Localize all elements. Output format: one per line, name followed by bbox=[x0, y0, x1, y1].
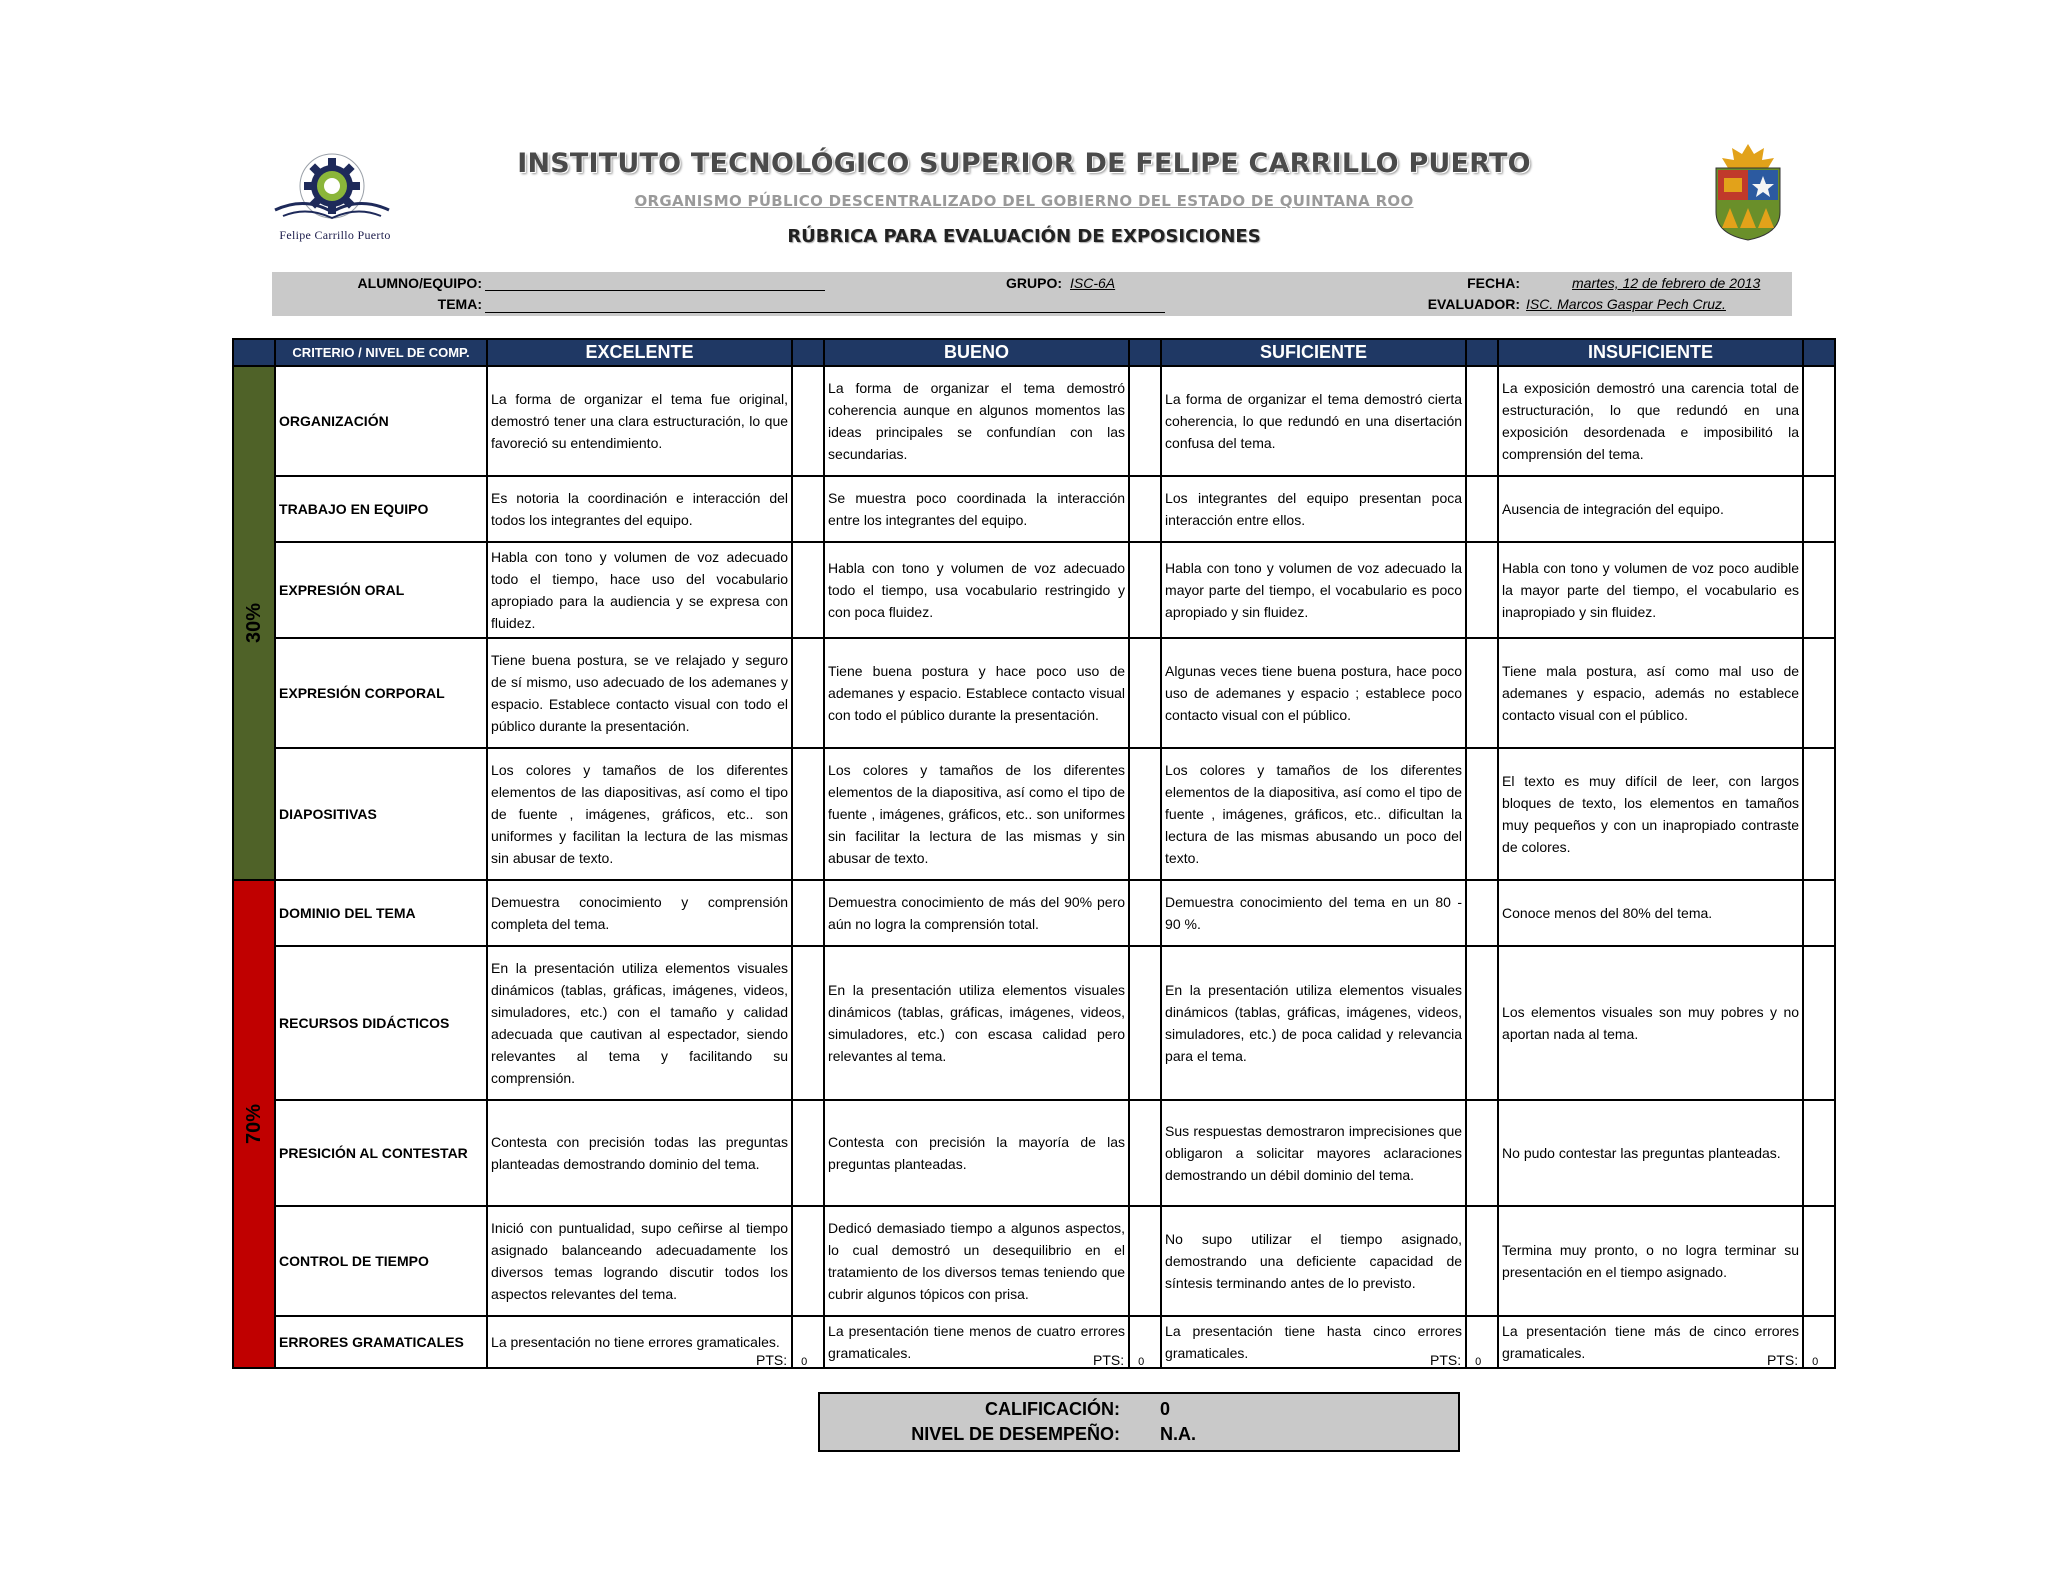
result-box bbox=[818, 1392, 1460, 1452]
calificacion-value: 0 bbox=[1160, 1399, 1171, 1419]
score-cell[interactable] bbox=[1803, 1100, 1835, 1206]
level-cell: Contesta con precisión todas las preguntas planteadas demostrando dominio del tema. bbox=[487, 1100, 792, 1206]
points-value: 0 bbox=[1812, 1356, 1819, 1368]
points-total-excelente bbox=[756, 1352, 807, 1368]
score-cell[interactable] bbox=[1129, 1206, 1161, 1316]
points-total-suficiente bbox=[1430, 1352, 1481, 1368]
score-cell[interactable] bbox=[1803, 638, 1835, 748]
score-cell[interactable] bbox=[1129, 1100, 1161, 1206]
level-cell: Termina muy pronto, o no logra terminar su presentación en el tiempo asignado. bbox=[1498, 1206, 1803, 1316]
score-cell[interactable] bbox=[1129, 476, 1161, 542]
criterion-label: CONTROL DE TIEMPO bbox=[275, 1206, 487, 1316]
table-row bbox=[233, 946, 1835, 1100]
level-cell: En la presentación utiliza elementos visuales dinámicos (tablas, gráficas, imágenes, videos, simuladores, etc.) con el tamaño y calidad adecuada que cautivan al espectador, siendo relevantes al tema y facilitando su comprensión. bbox=[487, 946, 792, 1100]
level-cell: La forma de organizar el tema fue original, demostró tener una clara estructuración, lo que favoreció su entendimiento. bbox=[487, 366, 792, 476]
level-cell: No pudo contestar las preguntas planteadas. bbox=[1498, 1100, 1803, 1206]
points-value: 0 bbox=[1138, 1356, 1145, 1368]
organism-subtitle: ORGANISMO PÚBLICO DESCENTRALIZADO DEL GOBIERNO DEL ESTADO DE QUINTANA ROO bbox=[634, 192, 1414, 210]
criterion-label: EXPRESIÓN ORAL bbox=[275, 542, 487, 638]
nivel-value: N.A. bbox=[1160, 1424, 1196, 1444]
level-cell: Tiene mala postura, así como mal uso de ademanes y espacio, además no establece contacto visual con el público. bbox=[1498, 638, 1803, 748]
level-cell: La forma de organizar el tema demostró coherencia aunque en algunos momentos las ideas principales se confundían con las secundarias. bbox=[824, 366, 1129, 476]
table-row bbox=[233, 366, 1835, 476]
table-row bbox=[233, 1316, 1835, 1368]
level-cell: Los colores y tamaños de los diferentes elementos de la diapositiva, así como el tipo de fuente , imágenes, gráficos, etc.. son uniformes sin facilitar la lectura de las mismas y sin abusar de texto. bbox=[824, 748, 1129, 880]
table-row bbox=[233, 880, 1835, 946]
evaluador-value: ISC. Marcos Gaspar Pech Cruz. bbox=[1526, 296, 1726, 312]
weight-group-30: 30% bbox=[233, 366, 275, 880]
score-cell[interactable] bbox=[1803, 542, 1835, 638]
score-cell[interactable] bbox=[1129, 946, 1161, 1100]
score-cell[interactable] bbox=[1466, 1206, 1498, 1316]
table-row bbox=[233, 1206, 1835, 1316]
alumno-label: ALUMNO/EQUIPO: bbox=[357, 275, 482, 291]
criterion-label: TRABAJO EN EQUIPO bbox=[275, 476, 487, 542]
fecha-label: FECHA: bbox=[1467, 275, 1520, 291]
level-cell: Habla con tono y volumen de voz poco audible la mayor parte del tiempo, el vocabulario es inapropiado y sin fluidez. bbox=[1498, 542, 1803, 638]
level-cell: Demuestra conocimiento de más del 90% pero aún no logra la comprensión total. bbox=[824, 880, 1129, 946]
score-cell[interactable] bbox=[792, 542, 824, 638]
score-cell[interactable] bbox=[792, 1100, 824, 1206]
criteria-header: CRITERIO / NIVEL DE COMP. bbox=[275, 339, 487, 366]
score-cell[interactable] bbox=[1466, 366, 1498, 476]
score-cell[interactable] bbox=[1129, 880, 1161, 946]
grupo-value: ISC-6A bbox=[1070, 275, 1116, 291]
criterion-label: DOMINIO DEL TEMA bbox=[275, 880, 487, 946]
level-header-bueno: BUENO bbox=[824, 339, 1129, 366]
points-col-header bbox=[1466, 339, 1498, 366]
score-cell[interactable] bbox=[1466, 476, 1498, 542]
level-cell: Habla con tono y volumen de voz adecuado todo el tiempo, hace uso del vocabulario apropiado para la audiencia y se expresa con fluidez. bbox=[487, 542, 792, 638]
score-cell[interactable] bbox=[1129, 542, 1161, 638]
nivel-label: NIVEL DE DESEMPEÑO: bbox=[911, 1424, 1120, 1444]
level-cell: En la presentación utiliza elementos visuales dinámicos (tablas, gráficas, imágenes, videos, simuladores, etc.) con escasa calidad pero relevantes al tema. bbox=[824, 946, 1129, 1100]
logo-caption: Felipe Carrillo Puerto bbox=[279, 228, 391, 242]
fecha-value: martes, 12 de febrero de 2013 bbox=[1572, 275, 1761, 291]
score-cell[interactable] bbox=[792, 476, 824, 542]
rubric-table bbox=[232, 338, 1836, 1369]
level-cell: Dedicó demasiado tiempo a algunos aspectos, lo cual demostró un desequilibrio en el tratamiento de los diversos temas teniendo que cubrir algunos tópicos con prisa. bbox=[824, 1206, 1129, 1316]
level-header-excelente: EXCELENTE bbox=[487, 339, 792, 366]
level-cell: Se muestra poco coordinada la interacción entre los integrantes del equipo. bbox=[824, 476, 1129, 542]
score-cell[interactable] bbox=[792, 366, 824, 476]
points-value: 0 bbox=[801, 1356, 808, 1368]
calificacion-label: CALIFICACIÓN: bbox=[985, 1399, 1120, 1419]
level-cell: La presentación tiene más de cinco errores gramaticales. bbox=[1498, 1316, 1803, 1368]
evaluador-label: EVALUADOR: bbox=[1427, 296, 1520, 312]
level-cell: Conoce menos del 80% del tema. bbox=[1498, 880, 1803, 946]
points-col-header bbox=[1129, 339, 1161, 366]
level-cell: Es notoria la coordinación e interacción del todos los integrantes del equipo. bbox=[487, 476, 792, 542]
level-cell: Contesta con precisión la mayoría de las preguntas planteadas. bbox=[824, 1100, 1129, 1206]
criterion-label: ERRORES GRAMATICALES bbox=[275, 1316, 487, 1368]
points-col-header bbox=[792, 339, 824, 366]
level-cell: Inició con puntualidad, supo ceñirse al tiempo asignado balanceando adecuadamente los diversos temas logrando discutir todos los aspectos relevantes del tema. bbox=[487, 1206, 792, 1316]
table-row bbox=[233, 638, 1835, 748]
score-cell[interactable] bbox=[1129, 638, 1161, 748]
level-cell: Habla con tono y volumen de voz adecuado la mayor parte del tiempo, el vocabulario es poco apropiado y sin fluidez. bbox=[1161, 542, 1466, 638]
level-cell: En la presentación utiliza elementos visuales dinámicos (tablas, gráficas, imágenes, videos, simuladores, etc.) de poca calidad y relevancia para el tema. bbox=[1161, 946, 1466, 1100]
level-cell: La presentación tiene hasta cinco errores gramaticales. bbox=[1161, 1316, 1466, 1368]
score-cell[interactable] bbox=[1803, 366, 1835, 476]
points-label: PTS: bbox=[1767, 1352, 1799, 1368]
table-header-row bbox=[233, 339, 1835, 366]
table-row bbox=[233, 542, 1835, 638]
score-cell[interactable] bbox=[1803, 946, 1835, 1100]
criterion-label: EXPRESIÓN CORPORAL bbox=[275, 638, 487, 748]
level-header-suficiente: SUFICIENTE bbox=[1161, 339, 1466, 366]
level-cell: Algunas veces tiene buena postura, hace poco uso de ademanes y espacio ; establece poco contacto visual con el público. bbox=[1161, 638, 1466, 748]
score-cell[interactable] bbox=[1466, 1100, 1498, 1206]
score-cell[interactable] bbox=[1129, 748, 1161, 880]
score-cell[interactable] bbox=[1803, 880, 1835, 946]
level-cell: Habla con tono y volumen de voz adecuado todo el tiempo, usa vocabulario restringido y con poca fluidez. bbox=[824, 542, 1129, 638]
points-total-insuficiente bbox=[1767, 1352, 1818, 1368]
level-cell: Tiene buena postura, se ve relajado y seguro de sí mismo, uso adecuado de los ademanes y espacio. Establece contacto visual con todo el público durante la presentación. bbox=[487, 638, 792, 748]
tema-field[interactable] bbox=[485, 312, 1165, 313]
score-cell[interactable] bbox=[792, 946, 824, 1100]
table-row bbox=[233, 476, 1835, 542]
score-cell[interactable] bbox=[1803, 476, 1835, 542]
level-cell: Los colores y tamaños de los diferentes elementos de la diapositiva, así como el tipo de fuente , imágenes, gráficos, etc.. dificultan la lectura de las mismas abusando un poco del texto. bbox=[1161, 748, 1466, 880]
level-header-insuficiente: INSUFICIENTE bbox=[1498, 339, 1803, 366]
criterion-label: DIAPOSITIVAS bbox=[275, 748, 487, 880]
table-row bbox=[233, 1100, 1835, 1206]
level-cell: No supo utilizar el tiempo asignado, demostrando una deficiente capacidad de síntesis terminando antes de lo previsto. bbox=[1161, 1206, 1466, 1316]
level-cell: Sus respuestas demostraron imprecisiones que obligaron a solicitar mayores aclaraciones demostrando un débil dominio del tema. bbox=[1161, 1100, 1466, 1206]
score-cell[interactable] bbox=[1466, 748, 1498, 880]
points-total-bueno bbox=[1093, 1352, 1144, 1368]
weight-group-70: 70% bbox=[233, 880, 275, 1368]
level-cell: La exposición demostró una carencia total de estructuración, lo que redundó en una exposición desordenada e imposibilitó la comprensión del tema. bbox=[1498, 366, 1803, 476]
criterion-label: ORGANIZACIÓN bbox=[275, 366, 487, 476]
level-cell: La presentación no tiene errores gramaticales. bbox=[487, 1316, 792, 1368]
points-value: 0 bbox=[1475, 1356, 1482, 1368]
score-cell[interactable] bbox=[1803, 1206, 1835, 1316]
tema-label: TEMA: bbox=[437, 296, 482, 312]
level-cell: El texto es muy difícil de leer, con largos bloques de texto, los elementos en tamaños muy pequeños y con un inapropiado contraste de colores. bbox=[1498, 748, 1803, 880]
table-row bbox=[233, 748, 1835, 880]
rubric-title: RÚBRICA PARA EVALUACIÓN DE EXPOSICIONES bbox=[787, 226, 1261, 247]
header-corner bbox=[233, 339, 275, 366]
level-cell: Tiene buena postura y hace poco uso de ademanes y espacio. Establece contacto visual con todo el público durante la presentación. bbox=[824, 638, 1129, 748]
criterion-label: RECURSOS DIDÁCTICOS bbox=[275, 946, 487, 1100]
score-cell[interactable] bbox=[1466, 542, 1498, 638]
points-label: PTS: bbox=[756, 1352, 788, 1368]
level-cell: La presentación tiene menos de cuatro errores gramaticales. bbox=[824, 1316, 1129, 1368]
level-cell: Demuestra conocimiento y comprensión completa del tema. bbox=[487, 880, 792, 946]
points-label: PTS: bbox=[1093, 1352, 1125, 1368]
points-label: PTS: bbox=[1430, 1352, 1462, 1368]
grupo-label: GRUPO: bbox=[1006, 275, 1062, 291]
score-cell[interactable] bbox=[792, 748, 824, 880]
institute-title: INSTITUTO TECNOLÓGICO SUPERIOR DE FELIPE CARRILLO PUERTO bbox=[517, 148, 1531, 179]
level-cell: Los integrantes del equipo presentan poca interacción entre ellos. bbox=[1161, 476, 1466, 542]
level-cell: Los colores y tamaños de los diferentes elementos de las diapositivas, así como el tipo de fuente , imágenes, gráficos, etc.. son uniformes y facilitan la lectura de las mismas sin abusar de texto. bbox=[487, 748, 792, 880]
level-cell: Los elementos visuales son muy pobres y no aportan nada al tema. bbox=[1498, 946, 1803, 1100]
criterion-label: PRESICIÓN AL CONTESTAR bbox=[275, 1100, 487, 1206]
score-cell[interactable] bbox=[792, 1206, 824, 1316]
score-cell[interactable] bbox=[1129, 366, 1161, 476]
alumno-field[interactable] bbox=[485, 290, 825, 291]
points-col-header bbox=[1803, 339, 1835, 366]
score-cell[interactable] bbox=[792, 638, 824, 748]
level-cell: La forma de organizar el tema demostró cierta coherencia, lo que redundó en una disertación confusa del tema. bbox=[1161, 366, 1466, 476]
score-cell[interactable] bbox=[1803, 748, 1835, 880]
score-cell[interactable] bbox=[1466, 946, 1498, 1100]
info-band bbox=[272, 272, 1792, 316]
level-cell: Ausencia de integración del equipo. bbox=[1498, 476, 1803, 542]
level-cell: Demuestra conocimiento del tema en un 80 - 90 %. bbox=[1161, 880, 1466, 946]
score-cell[interactable] bbox=[792, 880, 824, 946]
score-cell[interactable] bbox=[1466, 880, 1498, 946]
score-cell[interactable] bbox=[1466, 638, 1498, 748]
